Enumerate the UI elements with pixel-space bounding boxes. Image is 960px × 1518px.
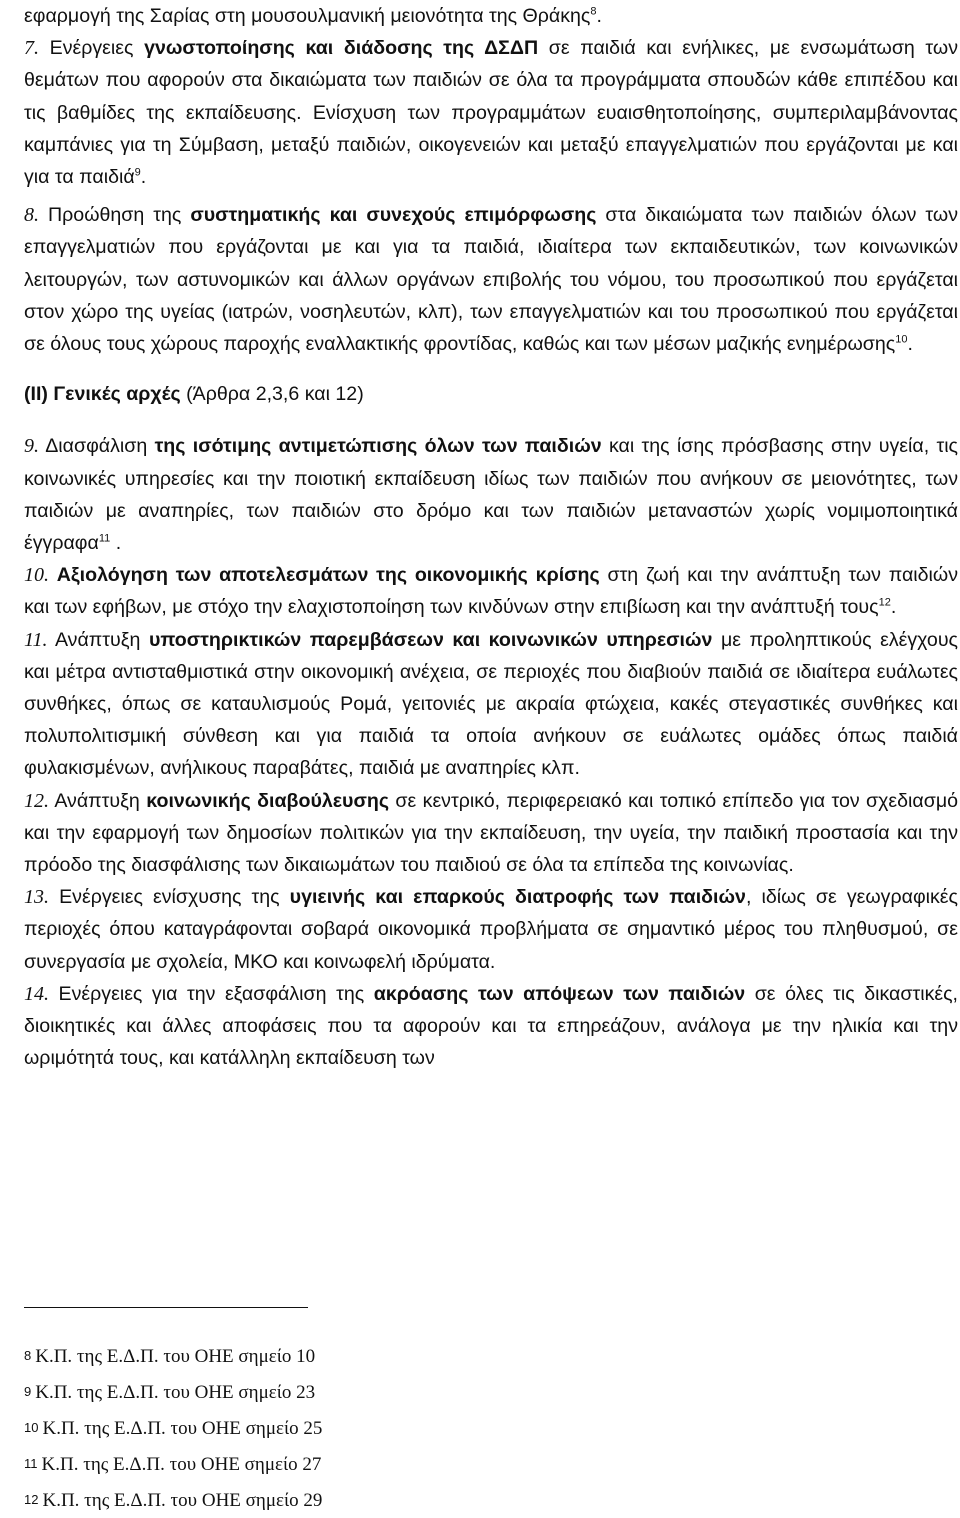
footnote-text: Κ.Π. της Ε.Δ.Π. του ΟΗΕ σημείο 27 — [41, 1454, 322, 1475]
footnote — [24, 1446, 958, 1482]
footnotes — [24, 1307, 958, 1518]
item-highlight: συστηματικής και συνεχούς επιμόρφωσης — [190, 204, 597, 227]
item-10: 10. Αξιολόγηση των αποτελεσμάτων της οικονομικής κρίσης στη ζωή και την ανάπτυξη των παιδιών και των εφήβων, με στόχο την ελαχιστοποίηση των κινδύνων στην επιβίωση και την ανάπτυξή τους$^{12}$. — [24, 564, 958, 619]
carryover-text: εφαρμογή της Σαρίας στη μουσουλμανική μειονότητα της Θράκης — [24, 5, 591, 27]
item-9: 9. Διασφάλιση της ισότιμης αντιμετώπισης όλων των παιδιών και της ίσης πρόσβασης στην υγεία, τις κοινωνικές υπηρεσίες και την ποιοτική εκπαίδευση ιδίως των παιδιών που ανήκουν σε μειονότητες, των παιδιών με αναπηρίες, των παιδιών στο δρόμο και των παιδιών μεταναστών χωρίς νομιμοποιητικά έγγραφα$^{11}$ . — [24, 435, 958, 555]
section-title: (ΙΙ) Γενικές αρχές — [24, 383, 181, 406]
footnote-number: 12 — [24, 1492, 39, 1507]
item-11: 11. Ανάπτυξη υποστηρικτικών παρεμβάσεων και κοινωνικών υπηρεσιών με προληπτικούς ελέγχους και μέτρα αντισταθμιστικά στην οικονομική ανέχεια, σε περιοχές που διαβιούν παιδιά σε ιδιαίτερα ευάλωτες συνθήκες, όπως σε καταυλισμούς Ρομά, γειτονιές με ακραία φτώχεια, κακές στεγαστικές συνθήκες και πολυπολιτισμική σύνθεση και για παιδιά τα οποία ανήκουν σε ευάλωτες ομάδες όπως παιδιά φυλακισμένων, ανήλικους παραβάτες, παιδιά με αναπηρίες κλπ. — [24, 628, 958, 780]
footnote-ref: 11 — [98, 532, 111, 545]
footnote-text: Κ.Π. της Ε.Δ.Π. του ΟΗΕ σημείο 23 — [35, 1382, 316, 1403]
item-number: 11. — [24, 628, 48, 651]
footnote-text: Κ.Π. της Ε.Δ.Π. του ΟΗΕ σημείο 25 — [42, 1418, 323, 1439]
item-number: 14. — [24, 982, 49, 1005]
item-number: 7. — [24, 37, 39, 60]
section-heading — [24, 378, 958, 410]
item-13: 13. Ενέργειες ενίσχυσης της υγιεινής και επαρκούς διατροφής των παιδιών, ιδίως σε γεωγραφικές περιοχές όπου καταγράφονται σοβαρά οικονομικά προβλήματα σε σημαντικό μέρος του πληθυσμού, σε συνεργασία με σχολεία, ΜΚΟ και κοινωφελή ιδρύματα. — [24, 886, 958, 973]
footnote-ref: 8 — [590, 5, 597, 18]
item-highlight: γνωστοποίησης και διάδοσης της ΔΣΔΠ — [144, 37, 539, 60]
footnote-text: Κ.Π. της Ε.Δ.Π. του ΟΗΕ σημείο 29 — [42, 1490, 323, 1511]
footnote-ref: 12 — [878, 596, 891, 609]
footnote-number: 8 — [24, 1348, 32, 1363]
footnote — [24, 1482, 958, 1518]
footnote-ref: 10 — [895, 333, 908, 346]
footnote-separator — [24, 1307, 308, 1308]
item-7: 7. Ενέργειες γνωστοποίησης και διάδοσης της ΔΣΔΠ σε παιδιά και ενήλικες, με ενσωμάτωση των θεμάτων που αφορούν στα δικαιώματα των παιδιών σε όλα τα προγράμματα σπουδών κάθε επιπέδου και τις βαθμίδες της εκπαίδευσης. Ενίσχυση των προγραμμάτων ευαισθητοποίησης, συμπεριλαμβάνοντας καμπάνιες για τη Σύμβαση, μεταξύ παιδιών, οικογενειών και μεταξύ επαγγελματιών που εργάζονται με και για τα παιδιά$^9$. — [24, 37, 958, 189]
footnote-number: 11 — [24, 1456, 38, 1471]
item-number: 10. — [24, 564, 49, 587]
item-number: 12. — [24, 789, 49, 812]
item-highlight: κοινωνικής διαβούλευσης — [146, 789, 390, 812]
section-subtitle: (Άρθρα 2,3,6 και 12) — [180, 383, 364, 406]
carryover-paragraph: εφαρμογή της Σαρίας στη μουσουλμανική μειονότητα της Θράκης$^8$. — [24, 5, 602, 27]
footnote-number: 10 — [24, 1420, 39, 1435]
item-number: 9. — [24, 435, 39, 458]
item-highlight: ακρόασης των απόψεων των παιδιών — [373, 982, 746, 1005]
footnote — [24, 1338, 958, 1374]
item-number: 8. — [24, 204, 39, 227]
item-14: 14. Ενέργειες για την εξασφάλιση της ακρόασης των απόψεων των παιδιών σε όλες τις δικαστικές, διοικητικές και άλλες αποφάσεις που τα αφορούν και τα επηρεάζουν, ανάλογα με την ηλικία και την ωριμότητά τους, και κατάλληλη εκπαίδευση των — [24, 982, 958, 1070]
footnote-text: Κ.Π. της Ε.Δ.Π. του ΟΗΕ σημείο 10 — [35, 1346, 316, 1367]
item-number: 13. — [24, 886, 49, 909]
footnote-ref: 9 — [134, 166, 141, 179]
item-highlight: υγιεινής και επαρκούς διατροφής των παιδιών — [289, 886, 746, 909]
item-highlight: της ισότιμης αντιμετώπισης όλων των παιδιών — [154, 435, 602, 458]
document-page — [24, 0, 959, 1511]
document-body — [24, 0, 958, 1075]
item-8: 8. Προώθηση της συστηματικής και συνεχούς επιμόρφωσης στα δικαιώματα των παιδιών όλων των επαγγελματιών που εργάζονται με και για τα παιδιά, ιδιαίτερα των εκπαιδευτικών, των κοινωνικών λειτουργών, των αστυνομικών και άλλων οργάνων επιβολής του νόμου, του προσωπικού που εργάζεται στον χώρο της υγείας (ιατρών, νοσηλευτών, κλπ), των επαγγελματιών και του προσωπικού που εργάζεται σε όλους τους χώρους παροχής εναλλακτικής φροντίδας, καθώς και των μέσων μαζικής ενημέρωσης$^{10}$. — [24, 204, 958, 356]
item-highlight: υποστηρικτικών παρεμβάσεων και κοινωνικών υπηρεσιών — [148, 628, 713, 651]
footnote-number: 9 — [24, 1384, 32, 1399]
item-highlight: Αξιολόγηση των αποτελεσμάτων της οικονομικής κρίσης — [56, 564, 600, 587]
item-12: 12. Ανάπτυξη κοινωνικής διαβούλευσης σε κεντρικό, περιφερειακό και τοπικό επίπεδο για τον σχεδιασμό και την εφαρμογή των δημοσίων πολιτικών για την εκπαίδευση, την υγεία, την παιδική προστασία και την πρόοδο της διασφάλισης των δικαιωμάτων του παιδιού σε όλα τα επίπεδα της κοινωνίας. — [24, 789, 959, 877]
footnote — [24, 1410, 958, 1446]
footnote — [24, 1374, 958, 1410]
